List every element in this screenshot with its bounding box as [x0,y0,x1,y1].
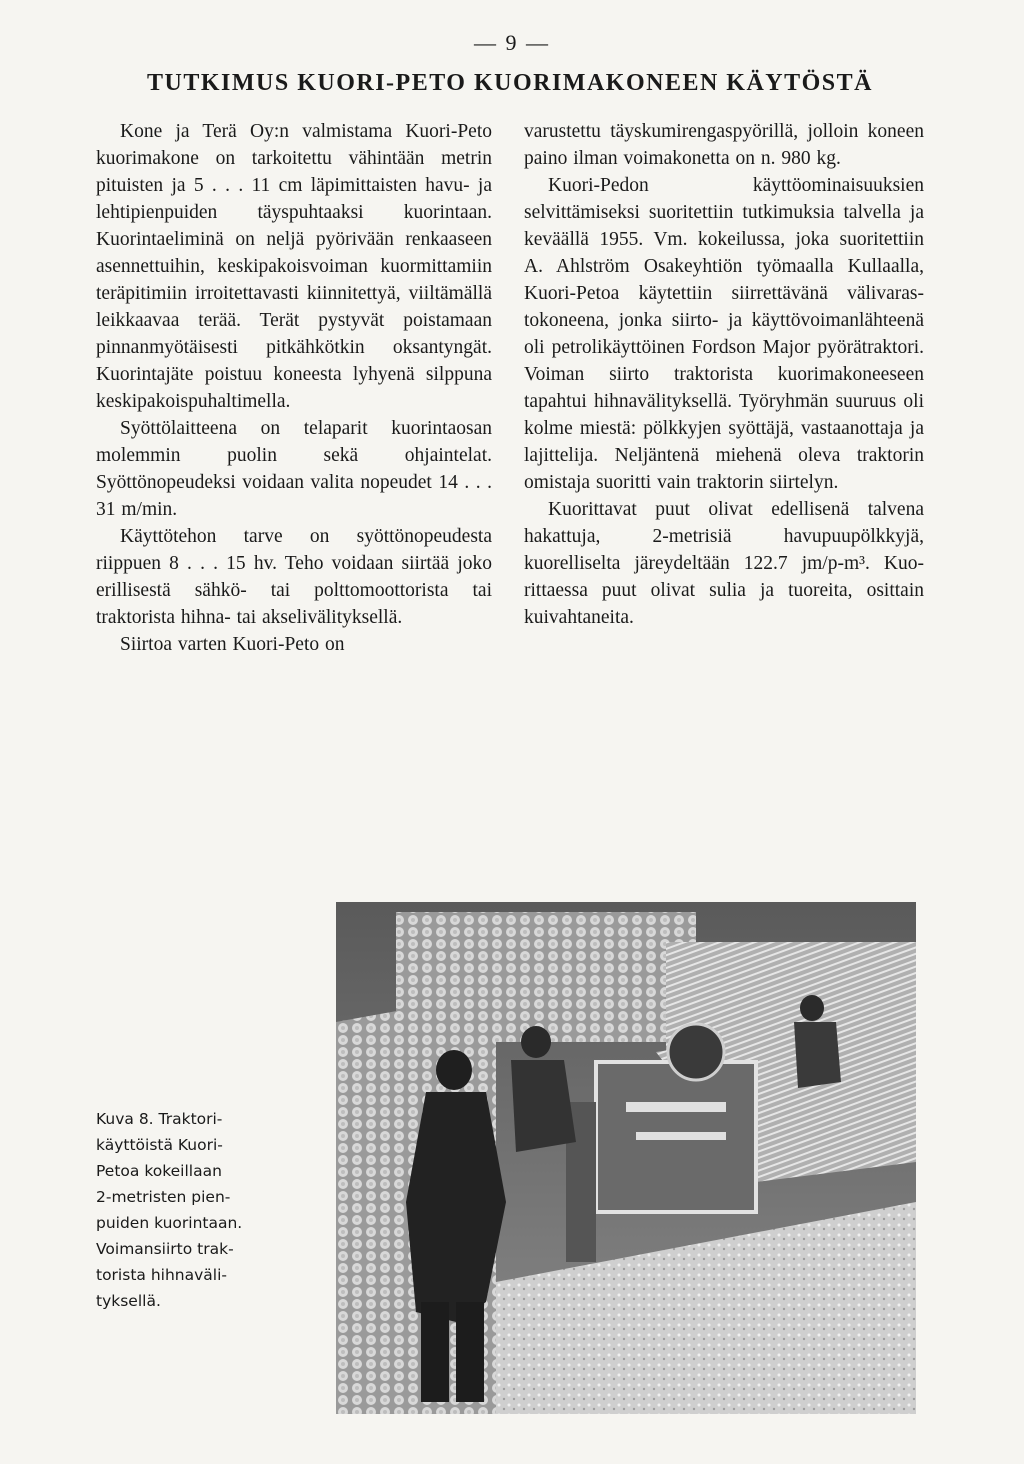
right-column [524,118,924,631]
caption-line: 2-metristen pien- [96,1188,231,1206]
page-number: — 9 — [474,30,550,55]
page-title: TUTKIMUS KUORI-PETO KUORIMAKONEEN KÄYTÖSTÄ [147,70,873,96]
caption-line: Petoa kokeillaan [96,1162,222,1180]
caption-line: torista hihnaväli- [96,1266,227,1284]
paragraph: Kuorittavat puut olivat edellisenä talvena hakattuja, 2-metrisiä havupuupölkkyjä, kuorelliselta järeydeltään 122.7 jm/p-m³. Kuorittaessa puut olivat sulia ja tuoreita, osittain kuivahtaneita. [524,499,924,628]
figure-photo [336,902,916,1414]
paragraph: varustettu täyskumirengaspyörillä, jolloin koneen paino ilman voimakonetta on n. 980 kg. [524,121,924,169]
paragraph: Syöttölaitteena on telaparit kuorintaosan molemmin puolin sekä ohjaintelat. Syöttönopeudeksi voidaan valita nopeudet 14 . . . 31 m/min. [96,418,492,520]
caption-line: käyttöistä Kuori- [96,1136,223,1154]
caption-line: Kuva 8. Traktori- [96,1110,223,1128]
paragraph: Kuori-Pedon käyttöominaisuuksien selvittämiseksi suoritettiin tutkimuksia talvella ja keväällä 1955. Vm. kokeilussa, joka suoritettiin A. Ahlström Osakeyhtiön työmaalla Kullaalla, Kuori-Petoa käytettiin siirrettävänä välivarastokoneena, jonka siirto- ja käyttövoimanlähteenä oli petrolikäyttöinen Fordson Major pyörätraktori. Voiman siirto traktorista kuorimakoneeseen tapahtui hihnavälityksellä. Työryhmän suuruus oli kolme miestä: pölkkyjen syöttäjä, vastaanottaja ja lajittelija. Neljäntenä miehenä oleva traktorin omistaja suoritti vain traktorin siirtelyn. [524,175,924,493]
left-column [96,118,492,658]
paragraph: Käyttötehon tarve on syöttönopeudesta riippuen 8 . . . 15 hv. Teho voidaan siirtää joko erillisestä sähkö- tai polttomoottorista tai traktorista hihna- tai akselivälityksellä. [96,526,492,628]
paragraph: Siirtoa varten Kuori-Peto on [120,634,345,655]
figure-caption [96,1106,276,1314]
paragraph: Kone ja Terä Oy:n valmistama Kuori-Peto kuorimakone on tarkoitettu vähintään metrin pituisten ja 5 . . . 11 cm läpimittaisten havu- ja lehtipienpuiden täyspuhtaaksi kuorintaan. Kuorintaeliminä on neljä pyörivään renkaaseen asennettuihin, keskipakoisvoiman kuormittamiin teräpitimiin irroitettavasti kiinnitettyä, viiltämällä leikkaavaa terää. Terät pystyvät poistamaan pinnanmyötäisesti pitkähkötkin oksantyngät. Kuorintajäte poistuu koneesta lyhyenä silppuna keskipakoispuhaltimella. [96,121,492,412]
caption-line: tyksellä. [96,1292,161,1310]
caption-line: puiden kuorintaan. [96,1214,243,1232]
caption-line: Voimansiirto trak- [96,1240,234,1258]
photo-illustration [336,902,916,1414]
